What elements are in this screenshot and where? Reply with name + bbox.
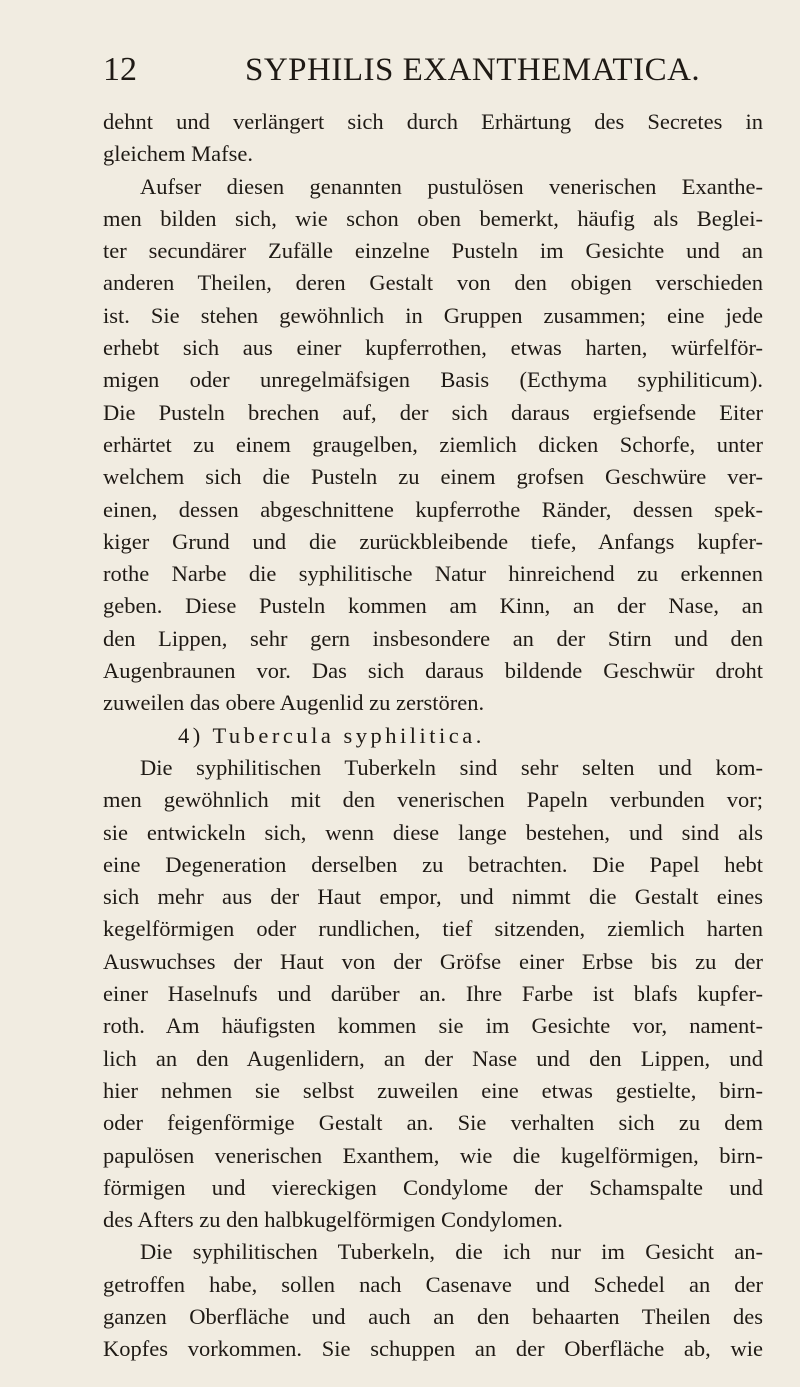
text-line: roth. Am häufigsten kommen sie im Gesichte vor, nament- — [103, 1013, 763, 1039]
text-line: einer Haselnufs und darüber an. Ihre Farbe ist blafs kupfer- — [103, 981, 763, 1007]
text-line: Die Pusteln brechen auf, der sich daraus ergiefsende Eiter — [103, 399, 763, 425]
text-line: Kopfes vorkommen. Sie schuppen an der Oberfläche ab, wie — [103, 1336, 763, 1362]
body-text — [103, 106, 763, 1366]
text-line: men gewöhnlich mit den venerischen Papeln verbunden vor; — [103, 787, 763, 813]
text-line: erhärtet zu einem graugelben, ziemlich dicken Schorfe, unter — [103, 431, 763, 457]
text-line: sie entwickeln sich, wenn diese lange bestehen, und sind als — [103, 819, 763, 845]
text-line: hier nehmen sie selbst zuweilen eine etwas gestielte, birn- — [103, 1077, 763, 1103]
text-line: ter secundärer Zufälle einzelne Pusteln im Gesichte und an — [103, 238, 763, 264]
text-line: anderen Theilen, deren Gestalt von den obigen verschieden — [103, 270, 763, 296]
text-line: getroffen habe, sollen nach Casenave und Schedel an der — [103, 1271, 763, 1297]
text-line: sich mehr aus der Haut empor, und nimmt die Gestalt eines — [103, 884, 763, 910]
page-number: 12 — [103, 51, 137, 88]
paragraph-start-line: Die syphilitischen Tuberkeln sind sehr selten und kom- — [140, 754, 763, 780]
text-line: oder feigenförmige Gestalt an. Sie verhalten sich zu dem — [103, 1110, 763, 1136]
text-line: men bilden sich, wie schon oben bemerkt, häufig als Beglei- — [103, 205, 763, 231]
text-line: den Lippen, sehr gern insbesondere an der Stirn und den — [103, 625, 763, 651]
text-line: dehnt und verlängert sich durch Erhärtung des Secretes in — [103, 109, 763, 134]
text-line: Auswuchses der Haut von der Gröfse einer Erbse bis zu der — [103, 948, 763, 974]
text-line: zuweilen das obere Augenlid zu zerstören. — [103, 690, 485, 716]
text-line: lich an den Augenlidern, an der Nase und den Lippen, und — [103, 1045, 763, 1071]
text-line: Augenbraunen vor. Das sich daraus bildende Geschwür droht — [103, 658, 763, 684]
text-line: geben. Diese Pusteln kommen am Kinn, an der Nase, an — [103, 593, 763, 619]
text-line: ist. Sie stehen gewöhnlich in Gruppen zusammen; eine jede — [103, 302, 763, 328]
text-line: rothe Narbe die syphilitische Natur hinreichend zu erkennen — [103, 561, 763, 587]
paragraph-start-line: Aufser diesen genannten pustulösen venerischen Exanthe- — [140, 173, 763, 199]
page-header — [0, 48, 800, 92]
text-line: migen oder unregelmäfsigen Basis (Ecthyma syphiliticum). — [103, 367, 763, 393]
text-line: einen, dessen abgeschnittene kupferrothe Ränder, dessen spek- — [103, 496, 763, 522]
text-line: eine Degeneration derselben zu betrachten. Die Papel hebt — [103, 851, 763, 877]
text-line: ganzen Oberfläche und auch an den behaarten Theilen des — [103, 1303, 763, 1329]
text-line: kiger Grund und die zurückbleibende tiefe, Anfangs kupfer- — [103, 528, 763, 554]
section-heading: 4) Tubercula syphilitica. — [178, 722, 485, 748]
text-line: erhebt sich aus einer kupferrothen, etwas harten, würfelför- — [103, 335, 763, 361]
text-line: welchem sich die Pusteln zu einem grofsen Geschwüre ver- — [103, 464, 763, 490]
text-line: papulösen venerischen Exanthem, wie die kugelförmigen, birn- — [103, 1142, 763, 1168]
text-line: förmigen und viereckigen Condylome der Schamspalte und — [103, 1174, 763, 1200]
text-line: kegelförmigen oder rundlichen, tief sitzenden, ziemlich harten — [103, 916, 763, 942]
paragraph-start-line: Die syphilitischen Tuberkeln, die ich nur im Gesicht an- — [140, 1239, 763, 1265]
text-line: gleichem Mafse. — [103, 141, 253, 167]
text-line: des Afters zu den halbkugelförmigen Condylomen. — [103, 1207, 563, 1233]
running-title: SYPHILIS EXANTHEMATICA. — [245, 52, 701, 88]
